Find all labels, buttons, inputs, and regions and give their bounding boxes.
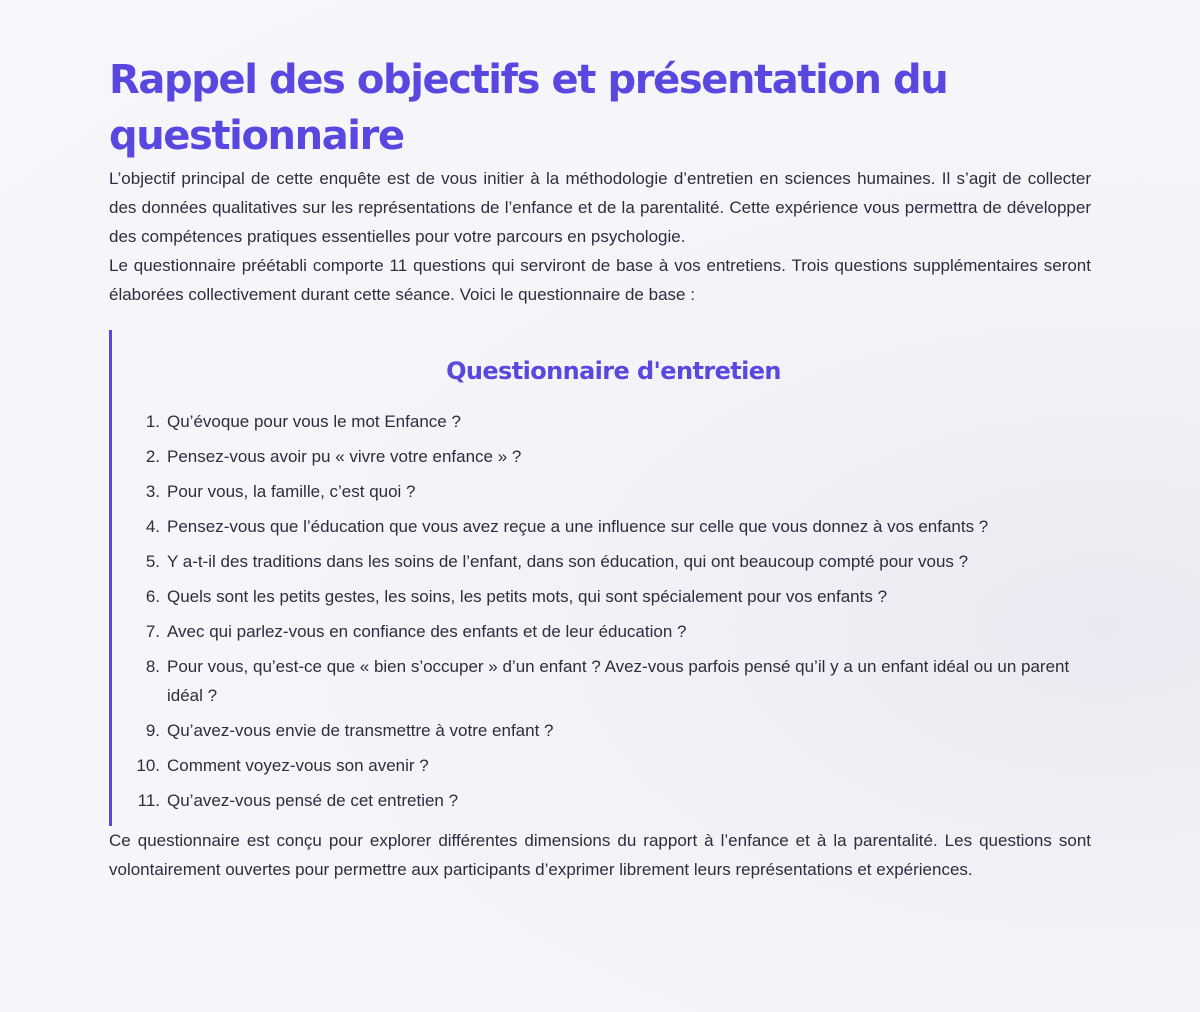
question-text: Quels sont les petits gestes, les soins, les petits mots, qui sont spécialement pour vos enfants ? — [167, 587, 888, 606]
question-text: Pensez-vous avoir pu « vivre votre enfance » ? — [167, 447, 522, 466]
question-number: 6. — [145, 587, 160, 606]
question-text: Comment voyez-vous son avenir ? — [167, 756, 429, 775]
question-number: 8. — [145, 657, 160, 676]
question-number: 10. — [136, 756, 160, 775]
question-number: 4. — [145, 517, 160, 536]
question-text: Qu’avez-vous envie de transmettre à votre enfant ? — [167, 721, 554, 740]
question-item — [136, 442, 1091, 471]
question-number: 5. — [145, 552, 160, 571]
question-item — [136, 512, 1091, 541]
question-list — [136, 407, 1091, 815]
question-number: 2. — [145, 447, 160, 466]
page-title: Rappel des objectifs et présentation du questionnaire — [109, 57, 948, 159]
question-text: Avec qui parlez-vous en confiance des enfants et de leur éducation ? — [167, 622, 687, 641]
question-item — [136, 582, 1091, 611]
question-text: Pour vous, qu’est-ce que « bien s’occuper » d’un enfant ? Avez-vous parfois pensé qu’il y a un enfant idéal ou un parent idéal ? — [167, 657, 1070, 705]
question-item — [136, 547, 1091, 576]
question-number: 1. — [145, 412, 160, 431]
questionnaire-title: Questionnaire d'entretien — [446, 357, 781, 385]
question-item — [136, 477, 1091, 506]
question-item — [136, 652, 1091, 710]
question-item — [136, 407, 1091, 436]
question-number: 11. — [137, 791, 160, 810]
objective-paragraph: L’objectif principal de cette enquête est de vous initier à la méthodologie d’entretien en sciences humaines. Il s’agit de collecter des données qualitatives sur les représentations de l’enfance et de la parentalité. Cette expérience vous permettra de développer des compétences pratiques essentielles pour votre parcours en psychologie. — [109, 169, 1091, 246]
question-text: Qu’évoque pour vous le mot Enfance ? — [167, 412, 461, 431]
question-text: Qu’avez-vous pensé de cet entretien ? — [167, 791, 459, 810]
question-item — [136, 716, 1091, 745]
question-item — [136, 786, 1091, 815]
document-page — [109, 52, 1091, 884]
questionnaire-intro-paragraph: Le questionnaire préétabli comporte 11 questions qui serviront de base à vos entretiens. Trois questions supplémentaires seront élaborées collectivement durant cette séance. Voici le questionnaire de base : — [109, 256, 1091, 304]
question-number: 9. — [145, 721, 160, 740]
question-item — [136, 751, 1091, 780]
question-text: Pour vous, la famille, c’est quoi ? — [167, 482, 416, 501]
question-item — [136, 617, 1091, 646]
question-text: Pensez-vous que l’éducation que vous avez reçue a une influence sur celle que vous donnez à vos enfants ? — [167, 517, 989, 536]
questionnaire-block — [109, 330, 1091, 826]
question-number: 3. — [145, 482, 160, 501]
question-text: Y a-t-il des traditions dans les soins de l’enfant, dans son éducation, qui ont beaucoup compté pour vous ? — [167, 552, 969, 571]
closing-paragraph: Ce questionnaire est conçu pour explorer différentes dimensions du rapport à l’enfance et à la parentalité. Les questions sont volontairement ouvertes pour permettre aux participants d’exprimer librement leurs représentations et expériences. — [109, 831, 1091, 879]
question-number: 7. — [145, 622, 160, 641]
